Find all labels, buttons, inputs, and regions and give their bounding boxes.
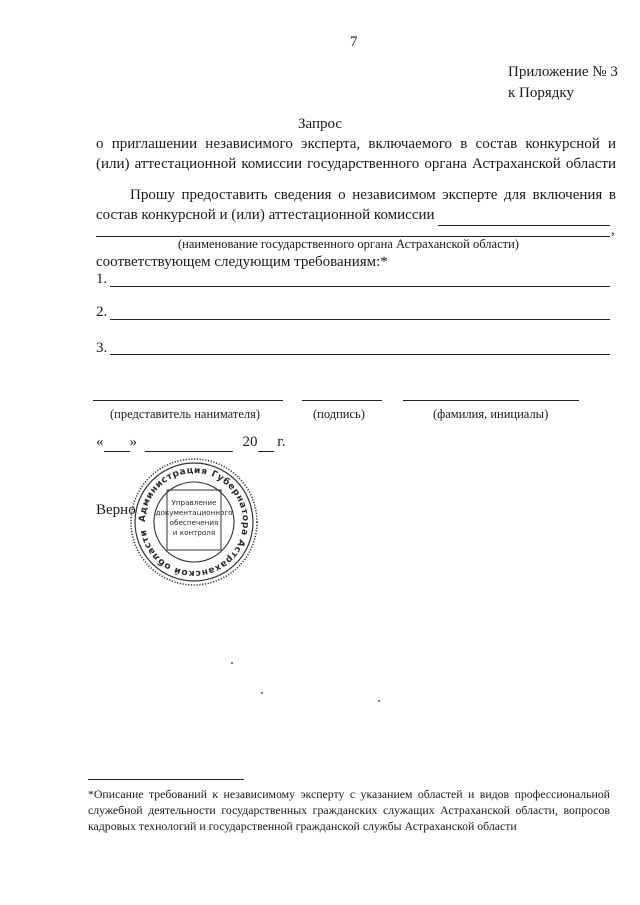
appendix-header: [508, 62, 618, 104]
scan-speck: [378, 700, 380, 702]
year-prefix: 20: [242, 434, 258, 450]
item-number-3: 3.: [96, 340, 108, 356]
signature-blank: [302, 400, 382, 401]
stamp-inner-line-2: документационного: [155, 508, 233, 517]
subtitle-line-1: о приглашении независимого эксперта, включаемого в состав конкурсной и: [96, 136, 616, 152]
document-subtitle: [96, 134, 616, 174]
request-paragraph: [96, 185, 616, 226]
representative-blank: [93, 400, 283, 401]
request-line-1: Прошу предоставить сведения о независимом эксперте для включения в: [130, 187, 616, 203]
footnote-text: *Описание требований к независимому эксперту с указанием областей и видов профессиональной служебной деятельности государственных гражданских служащих Астраханской области, вопросов кадровых технологий и государственной гражданской службы Астраханской области: [88, 787, 610, 833]
verno-label: Верно: [96, 502, 136, 518]
scan-speck: [261, 692, 263, 694]
footnote-separator: [88, 779, 244, 780]
request-line-2: [96, 205, 616, 226]
document-title: Запрос: [297, 116, 343, 132]
commission-blank: [438, 205, 610, 226]
stamp-ring-text: Администрация Губернатора Астраханской области: [137, 465, 251, 579]
org-line-comma: ,: [611, 222, 615, 238]
page-number: 7: [350, 34, 358, 50]
item-line-3: [110, 354, 610, 355]
year-suffix: г.: [277, 434, 286, 450]
appendix-line-2: к Порядку: [508, 85, 574, 101]
stamp-inner-line-3: обеспечения: [169, 518, 219, 527]
year-blank: [258, 434, 274, 452]
name-caption: (фамилия, инициалы): [433, 407, 549, 421]
month-blank: [145, 434, 233, 452]
appendix-line-1: Приложение № 3: [508, 64, 618, 80]
date-row: [96, 434, 285, 452]
org-name-caption: (наименование государственного органа Астраханской области): [178, 237, 519, 251]
subtitle-line-2: (или) аттестационной комиссии государственного органа Астраханской области: [96, 156, 616, 172]
signature-caption: (подпись): [313, 407, 365, 421]
official-stamp-icon: [128, 456, 260, 588]
representative-caption: (представитель нанимателя): [110, 407, 261, 421]
day-blank: [104, 434, 130, 452]
item-number-2: 2.: [96, 304, 108, 320]
request-line-2-text: состав конкурсной и (или) аттестационной комиссии: [96, 207, 435, 223]
date-close-quote: »: [129, 434, 137, 450]
stamp-inner-line-4: и контроля: [172, 528, 216, 537]
item-number-1: 1.: [96, 271, 108, 287]
scan-speck: [231, 662, 233, 664]
item-line-2: [110, 319, 610, 320]
name-blank: [403, 400, 579, 401]
item-line-1: [110, 286, 610, 287]
date-open-quote: «: [96, 434, 104, 450]
requirements-text: соответствующем следующим требованиям:*: [96, 254, 388, 270]
stamp-inner-line-1: Управление: [171, 498, 217, 507]
